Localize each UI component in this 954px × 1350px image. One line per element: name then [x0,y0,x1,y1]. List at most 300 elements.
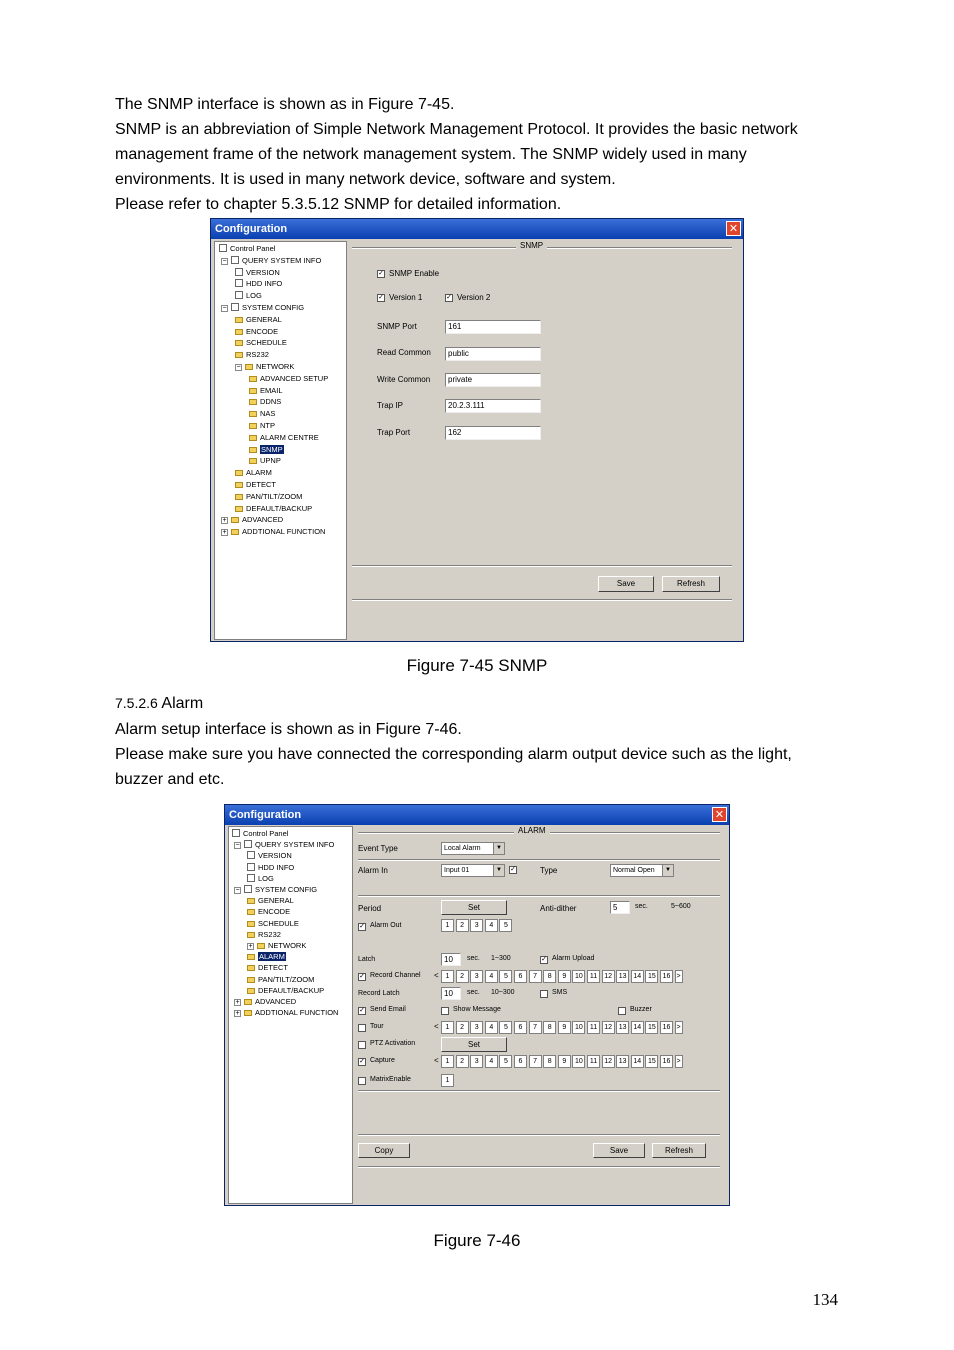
tree-item[interactable] [247,975,314,985]
tour-channel-button[interactable]: 5 [499,1021,512,1034]
document-icon [247,863,255,871]
divider [358,859,720,861]
folder-icon [235,352,243,358]
snmp-config-window [210,218,744,642]
snmp-enable-label: SNMP Enable [389,269,440,278]
collapse-icon[interactable]: − [222,305,227,312]
record-channel-checkbox[interactable]: ✓ [359,973,365,980]
alarm-out-channel-button[interactable]: 3 [470,919,483,932]
record-channel-button[interactable]: 4 [485,970,498,983]
capture-channel-button[interactable]: 14 [631,1055,644,1068]
tree-item[interactable] [247,919,299,929]
tree-item[interactable] [235,468,272,478]
event-type-label: Event Type [358,844,398,853]
folder-icon [249,411,257,417]
tree-item-label: LOG [246,291,262,301]
alarm-out-channel-button[interactable]: 5 [499,919,512,932]
version1-label: Version 1 [389,293,423,302]
capture-channel-button[interactable]: 7 [529,1055,542,1068]
tree-item[interactable] [249,409,275,419]
type-value: Normal Open [613,867,655,874]
tree-item[interactable] [221,527,325,537]
tour-channel-button[interactable]: 15 [645,1021,658,1034]
tree-item[interactable] [235,350,269,360]
tree-item[interactable] [235,362,294,372]
ptz-set-button[interactable]: Set [441,1037,507,1052]
ptz-activation-checkbox[interactable] [358,1041,366,1049]
section-title: Alarm [161,695,204,712]
send-email-checkbox[interactable]: ✓ [359,1007,365,1014]
record-channel-button[interactable]: 5 [499,970,512,983]
capture-channel-button[interactable]: 3 [470,1055,483,1068]
document-icon [231,256,239,264]
folder-icon [247,965,255,971]
section-line: buzzer and etc. [115,771,225,788]
version1-checkbox[interactable]: ✓ [378,294,384,301]
write-common-label: Write Common [377,375,431,384]
ptz-activation-label: PTZ Activation [370,1040,416,1047]
capture-channel-button[interactable]: 6 [514,1055,527,1068]
record-channel-button[interactable]: 13 [616,970,629,983]
tree-item[interactable] [235,480,276,490]
folder-icon [257,943,265,949]
tree-item[interactable] [235,279,282,289]
tree-item-label: NETWORK [256,362,295,371]
tour-channel-button[interactable]: 3 [470,1021,483,1034]
tour-channel-button[interactable]: 12 [602,1021,615,1034]
tree-item[interactable] [235,504,312,514]
tree-item[interactable] [235,291,262,301]
record-channel-button[interactable]: 15 [645,970,658,983]
tour-channel-button[interactable]: 2 [456,1021,469,1034]
intro-line: environments. It is used in many network device, software and system. [115,171,616,188]
anti-dither-field[interactable]: 5 [610,901,630,914]
tree-item[interactable] [247,874,274,884]
tree-item[interactable] [249,397,281,407]
tree-item-label: RS232 [246,350,269,360]
folder-icon [247,909,255,915]
divider [352,565,732,567]
tree-item-label: ALARM [246,468,272,478]
folder-icon [247,932,255,938]
record-latch-unit: sec. [467,989,480,996]
section-line: Please make sure you have connected the corresponding alarm output device such as the light, [115,746,792,763]
folder-icon [247,988,255,994]
figure-caption: Figure 7-46 [433,1231,521,1250]
read-common-field[interactable]: public [445,347,541,361]
tree-item-label: LOG [258,873,274,883]
folder-icon [235,340,243,346]
tree-item-label: SYSTEM CONFIG [255,885,318,894]
document-icon [244,840,252,848]
tree-item[interactable] [234,1008,338,1018]
scroll-right-icon[interactable]: > [675,970,683,983]
folder-icon [249,388,257,394]
scroll-left-icon[interactable]: < [434,1022,439,1031]
collapse-icon[interactable]: − [222,257,227,265]
section-heading [115,695,203,713]
folder-icon [231,529,239,535]
tour-channel-button[interactable]: 8 [543,1021,556,1034]
tree-item-label: QUERY SYSTEM INFO [242,255,322,265]
tree-item-label: RS232 [258,929,281,939]
expand-icon[interactable]: + [235,1010,240,1018]
tree-item-label: PAN/TILT/ZOOM [258,974,315,984]
folder-icon [247,898,255,904]
anti-dither-label: Anti-dither [540,904,577,913]
tree-item[interactable] [235,268,280,278]
capture-channel-button[interactable]: 11 [587,1055,600,1068]
folder-icon [231,517,239,523]
capture-checkbox[interactable]: ✓ [359,1058,365,1065]
folder-icon [235,317,243,323]
tree-item-label: EMAIL [260,385,283,395]
tour-channel-button[interactable]: 13 [616,1021,629,1034]
copy-button[interactable]: Copy [358,1143,410,1158]
trap-port-label: Trap Port [377,428,411,437]
document-icon [244,885,252,893]
save-button[interactable]: Save [598,576,654,592]
alarm-in-label: Alarm In [358,866,388,875]
folder-icon [235,470,243,476]
latch-unit: sec. [467,955,480,962]
capture-channel-button[interactable]: 9 [558,1055,571,1068]
refresh-button[interactable]: Refresh [662,576,720,592]
folder-icon [249,376,257,382]
tree-item[interactable] [247,896,294,906]
folder-icon [249,447,257,453]
tour-channel-button[interactable]: 11 [587,1021,600,1034]
read-common-label: Read Common [377,348,431,357]
tree-item-label: SCHEDULE [258,918,299,928]
document-icon [219,244,227,252]
latch-field[interactable]: 10 [441,953,461,966]
close-icon[interactable]: ✕ [712,807,727,822]
figure-caption: Figure 7-45 SNMP [406,656,548,675]
record-channel-button[interactable]: 16 [660,970,673,983]
chevron-down-icon: ▼ [493,865,504,876]
folder-icon [247,977,255,983]
expand-icon[interactable]: + [222,529,227,537]
tree-item[interactable] [219,244,275,254]
tree-item-label: SYSTEM CONFIG [242,303,305,312]
alarm-in-checkbox[interactable]: ✓ [510,866,516,873]
document-icon [232,829,240,837]
section-title: ALARM [514,826,550,835]
document-icon [235,279,243,287]
tree-item[interactable] [235,492,302,502]
period-label: Period [358,904,382,913]
tree-item-label: ADVANCED SETUP [260,373,329,383]
tree-item[interactable] [235,327,278,337]
tree-item-label: DDNS [260,397,282,407]
folder-icon [249,458,257,464]
scroll-left-icon[interactable]: < [434,1056,439,1065]
chevron-down-icon: ▼ [493,843,504,854]
intro-line: The SNMP interface is shown as in Figure 7-45. [115,96,455,113]
alarm-upload-label: Alarm Upload [552,955,595,962]
matrix-enable-checkbox[interactable] [358,1077,366,1085]
record-latch-label: Record Latch [358,990,400,997]
tree-item[interactable] [247,952,286,962]
capture-label: Capture [370,1057,395,1064]
tree-item[interactable] [235,315,282,325]
tree-item[interactable] [249,433,319,443]
capture-channel-button[interactable]: 13 [616,1055,629,1068]
tree-item[interactable] [247,907,290,917]
tree-item-label: ADDTIONAL FUNCTION [242,527,326,537]
tree-item-label: ADDTIONAL FUNCTION [255,1008,339,1018]
capture-channel-button[interactable]: 15 [645,1055,658,1068]
alarm-out-channel-button[interactable]: 2 [456,919,469,932]
type-label: Type [540,866,558,875]
capture-channel-button[interactable]: 5 [499,1055,512,1068]
scroll-right-icon[interactable]: > [675,1021,683,1034]
tree-item-label: SNMP [261,444,283,454]
tour-channel-button[interactable]: 6 [514,1021,527,1034]
document-icon [235,268,243,276]
document-icon [247,874,255,882]
section-number: 7.5.2.6 [115,695,158,711]
tree-item[interactable] [249,445,284,455]
expand-icon[interactable]: + [248,943,253,950]
latch-range: 1~300 [491,955,511,962]
record-channel-button[interactable]: 2 [456,970,469,983]
capture-channel-button[interactable]: 2 [456,1055,469,1068]
tour-channel-button[interactable]: 1 [441,1021,454,1034]
tree-item[interactable] [249,421,275,431]
tour-channel-button[interactable]: 10 [572,1021,585,1034]
snmp-panel [348,241,742,640]
config-tree [228,826,353,1204]
alarm-upload-checkbox[interactable]: ✓ [541,956,547,963]
folder-icon [244,1010,252,1016]
section-line: Alarm setup interface is shown as in Figure 7-46. [115,721,462,738]
tree-item[interactable] [247,863,294,873]
scroll-right-icon[interactable]: > [675,1055,683,1068]
event-type-select[interactable] [441,842,505,855]
tree-item[interactable] [249,386,283,396]
snmp-port-field[interactable]: 161 [445,320,541,334]
tree-item-label: DEFAULT/BACKUP [258,985,325,995]
show-message-label: Show Message [453,1006,501,1013]
tree-item-label: NAS [260,409,276,419]
section-title: SNMP [516,241,547,250]
record-channel-button[interactable]: 9 [558,970,571,983]
tree-item[interactable] [235,338,287,348]
alarm-out-label: Alarm Out [370,922,402,929]
trap-ip-label: Trap IP [377,401,403,410]
record-channel-button[interactable]: 14 [631,970,644,983]
tree-item-label: PAN/TILT/ZOOM [246,491,303,501]
matrix-enable-label: MatrixEnable [370,1076,411,1083]
tour-channel-button[interactable]: 7 [529,1021,542,1034]
sms-checkbox[interactable] [540,990,548,998]
tree-item[interactable] [232,829,288,839]
period-set-button[interactable]: Set [441,900,507,915]
tree-item-label: UPNP [260,456,281,466]
tree-item-label: DEFAULT/BACKUP [246,503,313,513]
alarm-in-value: Input 01 [444,867,470,874]
tour-channel-button[interactable]: 14 [631,1021,644,1034]
record-channel-label: Record Channel [370,972,421,979]
tree-item[interactable] [234,840,334,850]
tree-item-label: Control Panel [230,244,276,253]
show-message-checkbox[interactable] [441,1007,449,1015]
tour-channel-button[interactable]: 16 [660,1021,673,1034]
tour-channel-button[interactable]: 4 [485,1021,498,1034]
save-button[interactable]: Save [593,1143,645,1158]
trap-ip-field[interactable]: 20.2.3.111 [445,399,541,413]
expand-icon[interactable]: + [222,517,227,525]
record-channel-button[interactable]: 12 [602,970,615,983]
tour-label: Tour [370,1023,384,1030]
refresh-button[interactable]: Refresh [652,1143,706,1158]
page-number: 134 [812,1290,838,1309]
tree-item-label: DETECT [246,480,276,489]
tour-channel-button[interactable]: 9 [558,1021,571,1034]
tree-item-label: GENERAL [246,314,282,324]
tree-item[interactable] [247,851,292,861]
tree-item[interactable] [221,303,304,313]
send-email-label: Send Email [370,1006,406,1013]
snmp-enable-checkbox[interactable]: ✓ [378,270,384,277]
alarm-out-checkbox[interactable]: ✓ [359,923,365,930]
folder-icon [249,399,257,405]
snmp-port-label: SNMP Port [377,322,417,331]
window-title-bar[interactable] [211,219,743,239]
buzzer-checkbox[interactable] [618,1007,626,1015]
tree-item-label: Control Panel [243,829,289,838]
collapse-icon[interactable]: − [235,887,240,894]
folder-icon [249,435,257,441]
collapse-icon[interactable]: − [236,364,241,371]
latch-label: Latch [358,956,376,963]
folder-icon [235,506,243,512]
trap-port-field[interactable]: 162 [445,426,541,440]
tree-item-label: QUERY SYSTEM INFO [255,840,335,850]
record-channel-button[interactable]: 3 [470,970,483,983]
tree-item-label: ENCODE [246,326,279,336]
config-tree [214,241,347,640]
buzzer-label: Buzzer [630,1006,652,1013]
record-latch-field[interactable]: 10 [441,987,461,1000]
window-title-bar[interactable] [225,805,729,825]
expand-icon[interactable]: + [235,999,240,1006]
intro-line: Please refer to chapter 5.3.5.12 SNMP for detailed information. [115,196,562,213]
write-common-field[interactable]: private [445,373,541,387]
record-channel-button[interactable]: 7 [529,970,542,983]
tree-item-label: ALARM CENTRE [260,432,319,442]
tree-item-label: ALARM [259,952,285,962]
alarm-panel [354,826,728,1204]
intro-line: SNMP is an abbreviation of Simple Network Management Protocol. It provides the basic network [115,121,798,138]
folder-icon [249,423,257,429]
record-channel-button[interactable]: 8 [543,970,556,983]
document-icon [247,851,255,859]
collapse-icon[interactable]: − [235,842,240,850]
anti-dither-unit: sec. [635,903,648,910]
tour-checkbox[interactable] [358,1024,366,1032]
document-icon [231,303,239,311]
tree-item[interactable] [249,456,281,466]
document-icon [235,291,243,299]
matrix-channel-button[interactable]: 1 [441,1074,454,1087]
tree-item-label: HDD INFO [258,862,295,872]
tree-item[interactable] [221,515,283,525]
window-title: Configuration [229,809,302,821]
tree-item[interactable] [221,256,321,266]
intro-line: management frame of the network management system. The SNMP widely used in many [115,146,747,163]
capture-channel-button[interactable]: 10 [572,1055,585,1068]
tree-item[interactable] [247,930,281,940]
divider [358,895,720,897]
alarm-out-channel-button[interactable]: 4 [485,919,498,932]
divider [358,1090,720,1092]
tree-item-label: NETWORK [268,941,307,950]
type-select[interactable] [610,864,674,877]
tree-item-label: HDD INFO [246,279,283,289]
tree-item[interactable] [247,986,324,996]
tree-item-label: VERSION [246,267,280,277]
record-channel-button[interactable]: 11 [587,970,600,983]
alarm-config-window [224,804,730,1206]
divider [352,599,732,601]
folder-icon [244,999,252,1005]
folder-icon [235,482,243,488]
sms-label: SMS [552,989,568,996]
divider [358,1166,720,1168]
anti-dither-range: 5~600 [671,903,691,910]
tree-item[interactable] [247,941,306,951]
tree-item-label: NTP [260,421,275,430]
tree-item[interactable] [234,997,296,1007]
folder-icon [247,954,255,960]
capture-channel-button[interactable]: 4 [485,1055,498,1068]
alarm-in-select[interactable] [441,864,505,877]
tree-item[interactable] [247,963,288,973]
scroll-left-icon[interactable]: < [434,971,439,980]
chevron-down-icon: ▼ [662,865,673,876]
close-icon[interactable]: ✕ [726,221,741,236]
record-channel-button[interactable]: 6 [514,970,527,983]
tree-item-label: GENERAL [258,896,294,906]
tree-item-label: ADVANCED [242,515,284,525]
folder-icon [235,329,243,335]
capture-channel-button[interactable]: 8 [543,1055,556,1068]
capture-channel-button[interactable]: 16 [660,1055,673,1068]
record-channel-button[interactable]: 1 [441,970,454,983]
divider [358,1134,720,1136]
version2-checkbox[interactable]: ✓ [446,294,452,301]
folder-icon [245,364,253,370]
capture-channel-button[interactable]: 12 [602,1055,615,1068]
tree-item[interactable] [249,374,328,384]
folder-icon [247,921,255,927]
tree-item-label: ADVANCED [255,997,297,1006]
tree-item-label: VERSION [258,851,292,861]
tree-item-label: ENCODE [258,907,291,917]
version2-label: Version 2 [457,293,491,302]
tree-item-label: DETECT [258,963,288,973]
record-channel-button[interactable]: 10 [572,970,585,983]
capture-channel-button[interactable]: 1 [441,1055,454,1068]
record-latch-range: 10~300 [491,989,515,996]
tree-item-label: SCHEDULE [246,338,287,348]
alarm-out-channel-button[interactable]: 1 [441,919,454,932]
window-title: Configuration [215,223,288,235]
tree-item[interactable] [234,885,317,895]
